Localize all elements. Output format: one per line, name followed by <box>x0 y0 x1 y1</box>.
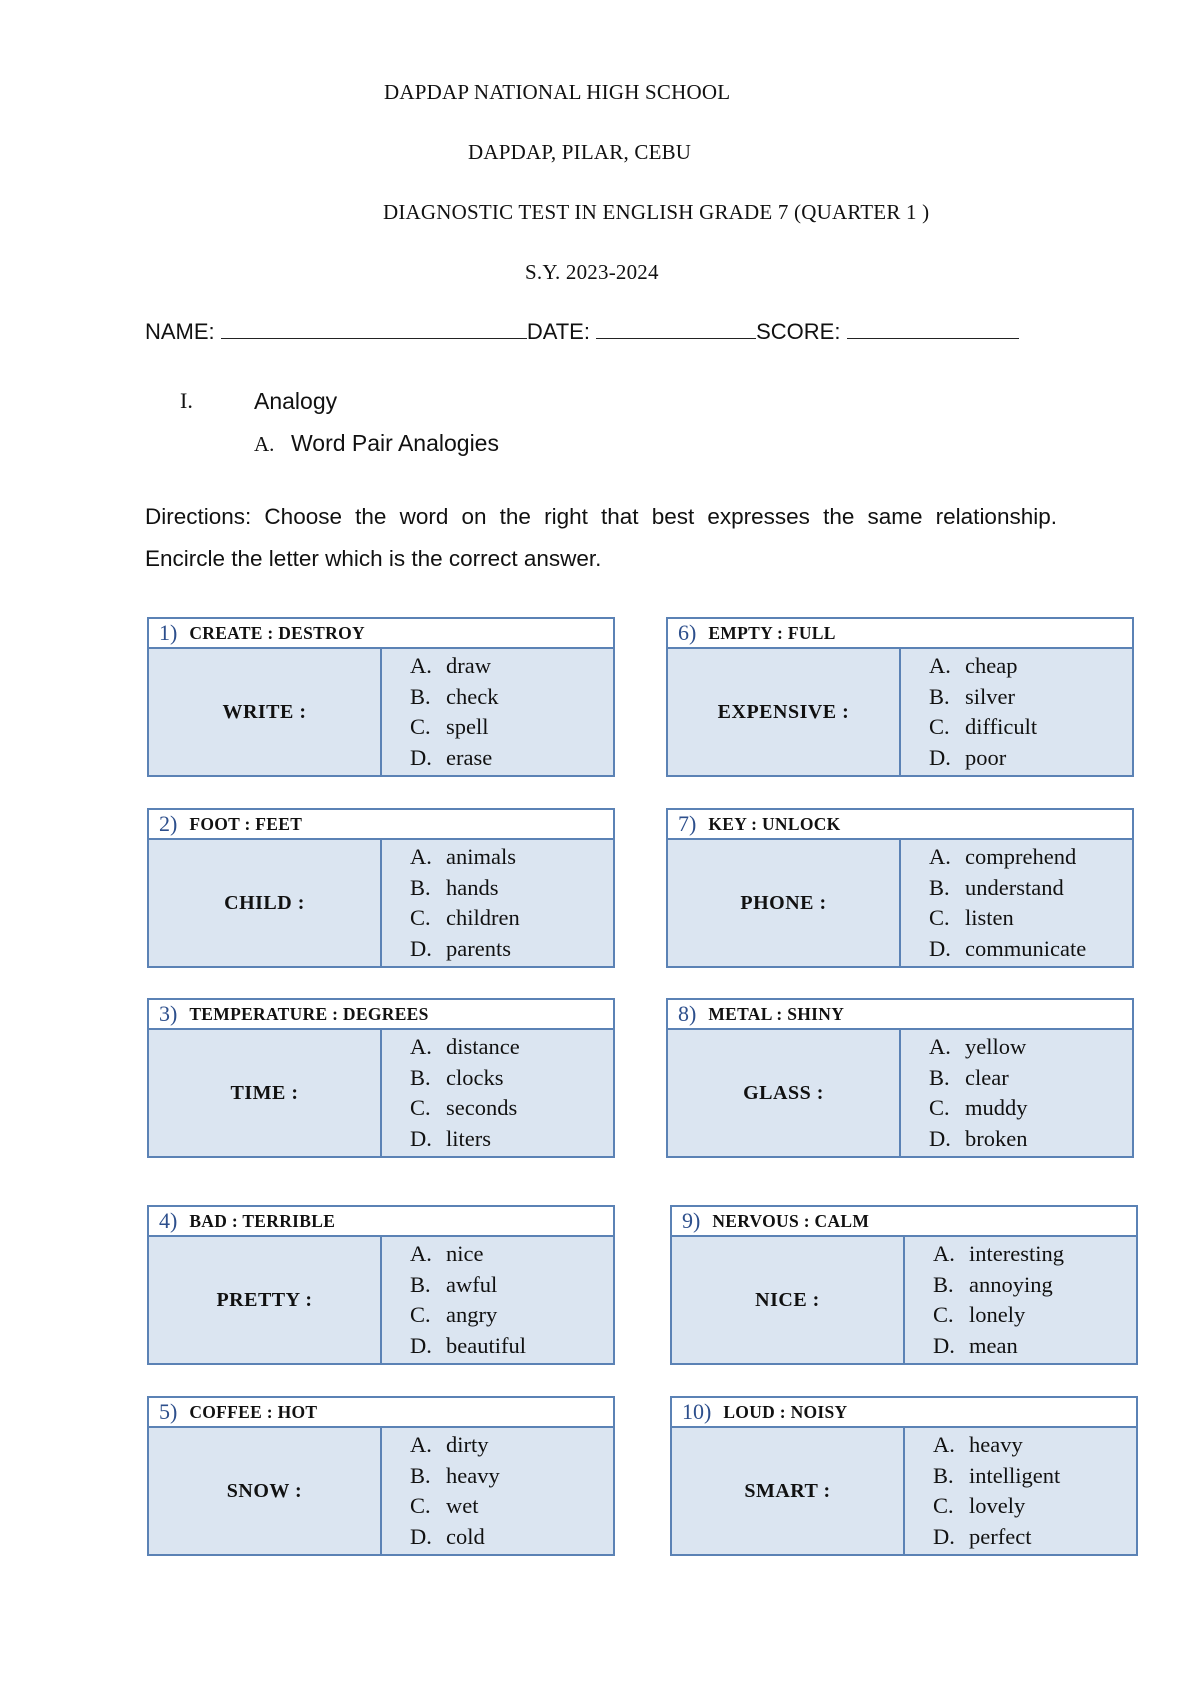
option-d[interactable] <box>933 1331 1064 1362</box>
option-b[interactable] <box>410 682 498 713</box>
option-letter: D. <box>410 1125 432 1151</box>
item-body <box>149 1030 613 1156</box>
option-text: yellow <box>965 1034 1027 1059</box>
item-number: 9) <box>682 1208 701 1233</box>
word-pair: TEMPERATURE : DEGREES <box>189 1003 429 1024</box>
student-info-line <box>145 318 1019 345</box>
option-letter: D. <box>929 935 951 961</box>
option-c[interactable] <box>929 712 1037 743</box>
option-letter: B. <box>410 1462 431 1488</box>
word-pair-row <box>668 1000 1132 1030</box>
option-letter: C. <box>410 1302 431 1327</box>
option-letter: D. <box>933 1523 955 1549</box>
option-b[interactable] <box>410 1063 520 1094</box>
option-letter: A. <box>410 1432 432 1457</box>
option-text: animals <box>446 844 516 869</box>
item-body <box>668 1030 1132 1156</box>
option-letter: C. <box>410 1095 431 1120</box>
option-letter: B. <box>933 1271 954 1297</box>
option-list <box>905 1237 1064 1363</box>
option-a[interactable] <box>933 1239 1064 1270</box>
option-letter: C. <box>410 905 431 930</box>
option-letter: B. <box>410 874 431 900</box>
option-list <box>382 649 498 775</box>
option-text: lovely <box>969 1493 1026 1518</box>
item-number: 5) <box>159 1399 178 1424</box>
option-c[interactable] <box>410 903 520 934</box>
option-b[interactable] <box>410 873 520 904</box>
item-body <box>672 1428 1136 1554</box>
school-year: S.Y. 2023-2024 <box>525 260 659 284</box>
name-blank[interactable] <box>221 318 527 339</box>
section-number: I. <box>180 388 193 413</box>
item-number: 10) <box>682 1399 712 1424</box>
option-a[interactable] <box>410 1239 526 1270</box>
word-pair-row <box>149 1398 613 1428</box>
option-letter: B. <box>410 1271 431 1297</box>
option-letter: A. <box>933 1241 955 1266</box>
option-text: poor <box>965 744 1007 770</box>
target-word: WRITE : <box>149 649 382 775</box>
option-text: clocks <box>446 1064 504 1090</box>
option-letter: D. <box>410 744 432 770</box>
analogy-item-10 <box>670 1396 1138 1556</box>
option-letter: A. <box>929 1034 951 1059</box>
option-b[interactable] <box>410 1270 526 1301</box>
name-label: NAME: <box>145 319 215 344</box>
option-text: seconds <box>446 1095 518 1120</box>
option-text: perfect <box>969 1523 1032 1549</box>
analogy-item-2 <box>147 808 615 968</box>
option-text: clear <box>965 1064 1009 1090</box>
subsection-letter: A. <box>254 432 275 456</box>
word-pair-row <box>149 1207 613 1237</box>
option-letter: A. <box>410 1241 432 1266</box>
option-c[interactable] <box>410 1300 526 1331</box>
option-text: listen <box>965 905 1014 930</box>
option-text: heavy <box>446 1462 500 1488</box>
option-b[interactable] <box>929 682 1037 713</box>
option-text: cheap <box>965 653 1018 678</box>
item-number: 1) <box>159 620 178 645</box>
item-number: 7) <box>678 811 697 836</box>
option-letter: C. <box>410 714 431 739</box>
item-number: 6) <box>678 620 697 645</box>
word-pair: CREATE : DESTROY <box>189 622 365 643</box>
option-letter: A. <box>929 844 951 869</box>
option-a[interactable] <box>410 651 498 682</box>
item-body <box>149 1428 613 1554</box>
option-letter: B. <box>929 683 950 709</box>
option-a[interactable] <box>410 1430 500 1461</box>
subsection-title: Word Pair Analogies <box>291 430 499 456</box>
analogy-item-8 <box>666 998 1134 1158</box>
option-c[interactable] <box>929 903 1086 934</box>
option-b[interactable] <box>933 1270 1064 1301</box>
word-pair: NERVOUS : CALM <box>712 1210 870 1231</box>
option-letter: C. <box>933 1493 954 1518</box>
option-letter: C. <box>933 1302 954 1327</box>
option-d[interactable] <box>929 1124 1028 1155</box>
section-title: Analogy <box>254 388 338 414</box>
date-blank[interactable] <box>596 318 756 339</box>
option-text: cold <box>446 1523 485 1549</box>
option-a[interactable] <box>933 1430 1060 1461</box>
item-number: 4) <box>159 1208 178 1233</box>
option-text: heavy <box>969 1432 1023 1457</box>
option-text: interesting <box>969 1241 1064 1266</box>
school-name: DAPDAP NATIONAL HIGH SCHOOL <box>384 80 731 104</box>
option-letter: D. <box>929 744 951 770</box>
option-text: erase <box>446 744 493 770</box>
option-letter: B. <box>933 1462 954 1488</box>
item-body <box>149 1237 613 1363</box>
option-text: muddy <box>965 1095 1028 1120</box>
word-pair-row <box>668 810 1132 840</box>
option-text: understand <box>965 874 1064 900</box>
analogy-item-7 <box>666 808 1134 968</box>
option-letter: B. <box>410 1064 431 1090</box>
option-letter: C. <box>410 1493 431 1518</box>
analogy-item-4 <box>147 1205 615 1365</box>
option-letter: A. <box>933 1432 955 1457</box>
option-text: awful <box>446 1271 498 1297</box>
word-pair: LOUD : NOISY <box>723 1401 848 1422</box>
option-letter: C. <box>929 905 950 930</box>
option-text: annoying <box>969 1271 1053 1297</box>
option-d[interactable] <box>410 743 498 774</box>
option-b[interactable] <box>929 1063 1028 1094</box>
directions-text: Directions: Choose the word on the right that best expresses the same relationship. Encircle the letter which is the correct answer. <box>145 504 1057 571</box>
option-c[interactable] <box>410 1491 500 1522</box>
analogy-item-3 <box>147 998 615 1158</box>
option-d[interactable] <box>933 1522 1060 1553</box>
target-word: TIME : <box>149 1030 382 1156</box>
target-word: EXPENSIVE : <box>668 649 901 775</box>
option-text: parents <box>446 935 511 961</box>
option-text: nice <box>446 1241 484 1266</box>
option-letter: D. <box>410 1523 432 1549</box>
test-title: DIAGNOSTIC TEST IN ENGLISH GRADE 7 (QUARTER 1 ) <box>383 200 930 224</box>
option-c[interactable] <box>410 1093 520 1124</box>
option-a[interactable] <box>929 1032 1028 1063</box>
analogy-item-9 <box>670 1205 1138 1365</box>
score-label: SCORE: <box>756 319 841 344</box>
option-text: beautiful <box>446 1332 526 1358</box>
word-pair: COFFEE : HOT <box>189 1401 318 1422</box>
option-list <box>901 649 1037 775</box>
score-blank[interactable] <box>847 318 1019 339</box>
option-c[interactable] <box>933 1491 1060 1522</box>
option-a[interactable] <box>929 651 1037 682</box>
date-label: DATE: <box>526 319 590 344</box>
option-list <box>382 1030 520 1156</box>
option-text: angry <box>446 1302 498 1327</box>
option-text: lonely <box>969 1302 1026 1327</box>
word-pair: FOOT : FEET <box>189 813 303 834</box>
option-a[interactable] <box>929 842 1086 873</box>
word-pair: BAD : TERRIBLE <box>189 1210 336 1231</box>
option-text: check <box>446 683 499 709</box>
word-pair: KEY : UNLOCK <box>708 813 841 834</box>
option-list <box>905 1428 1060 1554</box>
option-c[interactable] <box>410 712 498 743</box>
item-body <box>672 1237 1136 1363</box>
word-pair-row <box>668 619 1132 649</box>
target-word: GLASS : <box>668 1030 901 1156</box>
option-letter: B. <box>929 874 950 900</box>
school-address: DAPDAP, PILAR, CEBU <box>468 140 692 164</box>
option-list <box>382 840 520 966</box>
word-pair: EMPTY : FULL <box>708 622 836 643</box>
option-d[interactable] <box>410 1331 526 1362</box>
item-body <box>668 840 1132 966</box>
option-letter: B. <box>410 683 431 709</box>
option-a[interactable] <box>410 842 520 873</box>
target-word: CHILD : <box>149 840 382 966</box>
word-pair: METAL : SHINY <box>708 1003 845 1024</box>
item-number: 8) <box>678 1001 697 1026</box>
option-list <box>901 840 1086 966</box>
option-text: liters <box>446 1125 491 1151</box>
analogy-item-1 <box>147 617 615 777</box>
option-text: wet <box>446 1493 479 1518</box>
item-number: 3) <box>159 1001 178 1026</box>
option-text: draw <box>446 653 491 678</box>
option-letter: D. <box>929 1125 951 1151</box>
target-word: NICE : <box>672 1237 905 1363</box>
word-pair-row <box>149 810 613 840</box>
target-word: SNOW : <box>149 1428 382 1554</box>
word-pair-row <box>149 1000 613 1030</box>
option-d[interactable] <box>929 934 1086 965</box>
option-text: hands <box>446 874 499 900</box>
word-pair-row <box>672 1207 1136 1237</box>
option-b[interactable] <box>929 873 1086 904</box>
option-d[interactable] <box>410 1124 520 1155</box>
option-a[interactable] <box>410 1032 520 1063</box>
option-letter: C. <box>929 1095 950 1120</box>
option-text: broken <box>965 1125 1028 1151</box>
analogy-item-5 <box>147 1396 615 1556</box>
word-pair-row <box>149 619 613 649</box>
target-word: PHONE : <box>668 840 901 966</box>
option-letter: A. <box>410 844 432 869</box>
option-text: dirty <box>446 1432 489 1457</box>
option-text: mean <box>969 1332 1018 1358</box>
option-c[interactable] <box>929 1093 1028 1124</box>
option-b[interactable] <box>410 1461 500 1492</box>
option-d[interactable] <box>410 934 520 965</box>
option-list <box>382 1237 526 1363</box>
option-letter: D. <box>410 1332 432 1358</box>
target-word: PRETTY : <box>149 1237 382 1363</box>
analogy-item-6 <box>666 617 1134 777</box>
option-c[interactable] <box>933 1300 1064 1331</box>
option-text: comprehend <box>965 844 1077 869</box>
option-letter: B. <box>929 1064 950 1090</box>
item-body <box>668 649 1132 775</box>
option-text: difficult <box>965 714 1038 739</box>
option-d[interactable] <box>410 1522 500 1553</box>
option-text: communicate <box>965 935 1087 961</box>
option-d[interactable] <box>929 743 1037 774</box>
option-text: intelligent <box>969 1462 1061 1488</box>
option-letter: D. <box>410 935 432 961</box>
option-b[interactable] <box>933 1461 1060 1492</box>
option-text: silver <box>965 683 1015 709</box>
option-text: children <box>446 905 520 930</box>
option-list <box>382 1428 500 1554</box>
option-letter: D. <box>933 1332 955 1358</box>
option-list <box>901 1030 1028 1156</box>
word-pair-row <box>672 1398 1136 1428</box>
option-text: distance <box>446 1034 520 1059</box>
item-body <box>149 840 613 966</box>
option-letter: A. <box>410 1034 432 1059</box>
option-letter: C. <box>929 714 950 739</box>
option-letter: A. <box>929 653 951 678</box>
option-text: spell <box>446 714 489 739</box>
target-word: SMART : <box>672 1428 905 1554</box>
option-letter: A. <box>410 653 432 678</box>
item-body <box>149 649 613 775</box>
item-number: 2) <box>159 811 178 836</box>
